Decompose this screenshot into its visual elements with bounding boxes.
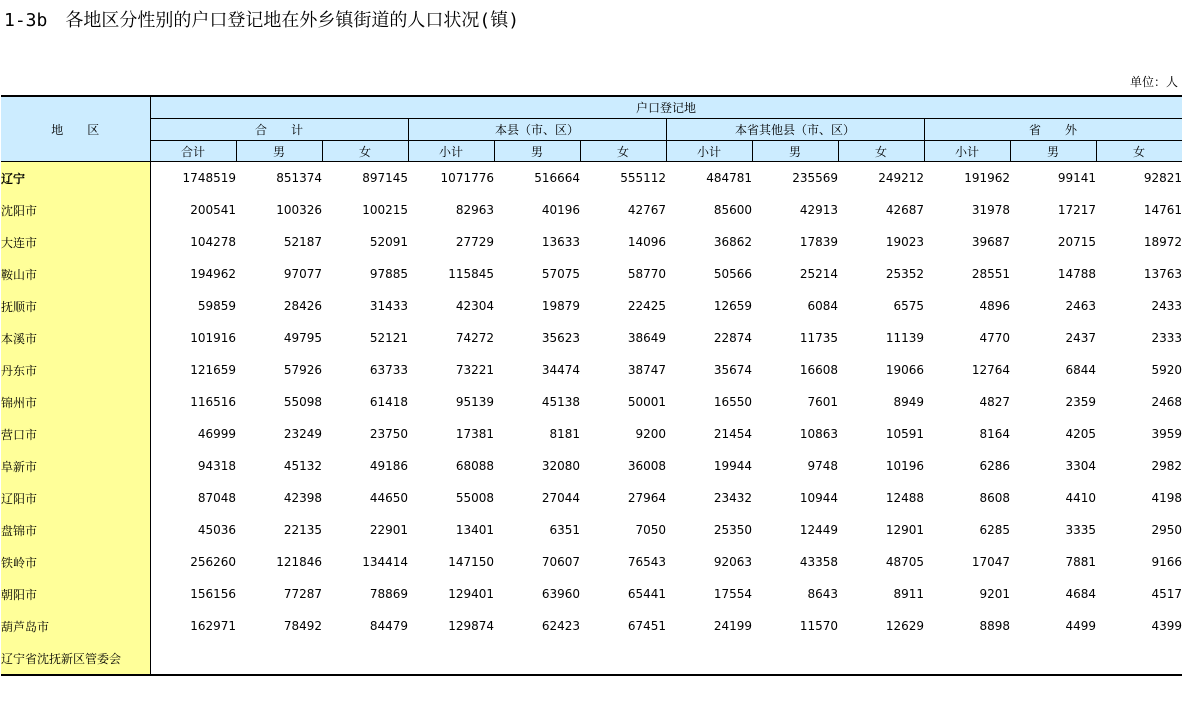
value-cell: 87048 bbox=[197, 491, 236, 505]
value-cell: 42767 bbox=[627, 203, 666, 217]
value-cell: 17554 bbox=[713, 587, 752, 601]
value-cell: 851374 bbox=[276, 171, 322, 185]
value-cell bbox=[236, 642, 322, 675]
value-cell: 55098 bbox=[283, 395, 322, 409]
value-cell: 12449 bbox=[799, 523, 838, 537]
value-cell: 129401 bbox=[448, 587, 494, 601]
value-cell: 22901 bbox=[369, 523, 408, 537]
value-cell: 1748519 bbox=[182, 171, 236, 185]
table-row bbox=[1, 194, 1182, 226]
value-cell: 78869 bbox=[369, 587, 408, 601]
subcol-header: 合计 bbox=[150, 141, 236, 162]
value-cell: 897145 bbox=[362, 171, 408, 185]
value-cell: 4399 bbox=[1151, 619, 1182, 633]
value-cell: 100215 bbox=[362, 203, 408, 217]
value-cell: 32080 bbox=[541, 459, 580, 473]
value-cell: 38649 bbox=[627, 331, 666, 345]
value-cell: 21454 bbox=[713, 427, 752, 441]
region-name: 辽宁省沈抚新区管委会 bbox=[1, 642, 150, 675]
value-cell: 50001 bbox=[627, 395, 666, 409]
value-cell: 52187 bbox=[283, 235, 322, 249]
value-cell: 2463 bbox=[1065, 299, 1096, 313]
value-cell: 40196 bbox=[541, 203, 580, 217]
value-cell: 22135 bbox=[283, 523, 322, 537]
value-cell: 194962 bbox=[190, 267, 236, 281]
region-name: 辽宁 bbox=[1, 162, 150, 195]
subcol-header: 女 bbox=[1096, 141, 1182, 162]
value-cell: 62423 bbox=[541, 619, 580, 633]
value-cell: 12629 bbox=[885, 619, 924, 633]
region-name: 鞍山市 bbox=[1, 258, 150, 290]
value-cell: 44650 bbox=[369, 491, 408, 505]
subcol-header: 男 bbox=[236, 141, 322, 162]
value-cell: 13633 bbox=[541, 235, 580, 249]
table-body bbox=[1, 162, 1182, 676]
subcol-header: 男 bbox=[1010, 141, 1096, 162]
region-name: 葫芦岛市 bbox=[1, 610, 150, 642]
value-cell: 6285 bbox=[979, 523, 1010, 537]
value-cell: 16608 bbox=[799, 363, 838, 377]
value-cell: 49186 bbox=[369, 459, 408, 473]
value-cell: 12488 bbox=[885, 491, 924, 505]
region-name: 沈阳市 bbox=[1, 194, 150, 226]
region-name: 盘锦市 bbox=[1, 514, 150, 546]
value-cell: 2982 bbox=[1151, 459, 1182, 473]
value-cell: 4198 bbox=[1151, 491, 1182, 505]
value-cell: 63733 bbox=[369, 363, 408, 377]
value-cell: 6844 bbox=[1065, 363, 1096, 377]
value-cell bbox=[924, 642, 1010, 675]
group-header: 合 计 bbox=[150, 119, 408, 141]
value-cell: 28426 bbox=[283, 299, 322, 313]
value-cell: 17839 bbox=[799, 235, 838, 249]
value-cell: 12901 bbox=[885, 523, 924, 537]
value-cell: 97077 bbox=[283, 267, 322, 281]
region-name: 本溪市 bbox=[1, 322, 150, 354]
value-cell bbox=[1010, 642, 1096, 675]
value-cell: 46999 bbox=[197, 427, 236, 441]
value-cell: 2359 bbox=[1065, 395, 1096, 409]
value-cell: 6084 bbox=[807, 299, 838, 313]
value-cell: 156156 bbox=[190, 587, 236, 601]
value-cell: 14761 bbox=[1143, 203, 1182, 217]
subcol-header: 女 bbox=[322, 141, 408, 162]
value-cell: 82963 bbox=[455, 203, 494, 217]
value-cell: 2333 bbox=[1151, 331, 1182, 345]
group-header: 省 外 bbox=[924, 119, 1182, 141]
value-cell: 17381 bbox=[455, 427, 494, 441]
table-row bbox=[1, 546, 1182, 578]
subcol-header: 男 bbox=[494, 141, 580, 162]
value-cell: 4410 bbox=[1065, 491, 1096, 505]
region-name: 丹东市 bbox=[1, 354, 150, 386]
value-cell: 8608 bbox=[979, 491, 1010, 505]
value-cell: 162971 bbox=[190, 619, 236, 633]
value-cell: 7881 bbox=[1065, 555, 1096, 569]
value-cell: 101916 bbox=[190, 331, 236, 345]
value-cell: 43358 bbox=[799, 555, 838, 569]
table-row bbox=[1, 162, 1182, 195]
value-cell: 10196 bbox=[885, 459, 924, 473]
value-cell: 116516 bbox=[190, 395, 236, 409]
value-cell: 8898 bbox=[979, 619, 1010, 633]
value-cell: 3959 bbox=[1151, 427, 1182, 441]
registration-header: 户口登记地 bbox=[150, 96, 1182, 119]
value-cell: 57926 bbox=[283, 363, 322, 377]
value-cell: 13763 bbox=[1143, 267, 1182, 281]
value-cell: 8164 bbox=[979, 427, 1010, 441]
value-cell: 22874 bbox=[713, 331, 752, 345]
value-cell bbox=[150, 642, 236, 675]
table-row bbox=[1, 610, 1182, 642]
value-cell: 516664 bbox=[534, 171, 580, 185]
value-cell: 34474 bbox=[541, 363, 580, 377]
value-cell: 4205 bbox=[1065, 427, 1096, 441]
table-row bbox=[1, 450, 1182, 482]
table-row bbox=[1, 482, 1182, 514]
value-cell: 8949 bbox=[893, 395, 924, 409]
region-name: 阜新市 bbox=[1, 450, 150, 482]
value-cell: 42398 bbox=[283, 491, 322, 505]
value-cell: 2437 bbox=[1065, 331, 1096, 345]
subcol-header: 女 bbox=[580, 141, 666, 162]
value-cell: 28551 bbox=[971, 267, 1010, 281]
value-cell: 11735 bbox=[799, 331, 838, 345]
value-cell: 48705 bbox=[885, 555, 924, 569]
value-cell: 484781 bbox=[706, 171, 752, 185]
value-cell: 16550 bbox=[713, 395, 752, 409]
region-name: 辽阳市 bbox=[1, 482, 150, 514]
value-cell: 35674 bbox=[713, 363, 752, 377]
value-cell: 12659 bbox=[713, 299, 752, 313]
value-cell: 5920 bbox=[1151, 363, 1182, 377]
value-cell: 1071776 bbox=[440, 171, 494, 185]
value-cell: 19066 bbox=[885, 363, 924, 377]
value-cell: 200541 bbox=[190, 203, 236, 217]
value-cell: 57075 bbox=[541, 267, 580, 281]
value-cell: 27964 bbox=[627, 491, 666, 505]
value-cell: 25352 bbox=[885, 267, 924, 281]
region-name: 大连市 bbox=[1, 226, 150, 258]
value-cell: 6575 bbox=[893, 299, 924, 313]
value-cell: 256260 bbox=[190, 555, 236, 569]
value-cell: 65441 bbox=[627, 587, 666, 601]
value-cell: 45138 bbox=[541, 395, 580, 409]
value-cell: 11570 bbox=[799, 619, 838, 633]
subcol-header: 小计 bbox=[408, 141, 494, 162]
table-row bbox=[1, 642, 1182, 675]
value-cell: 10944 bbox=[799, 491, 838, 505]
value-cell: 10863 bbox=[799, 427, 838, 441]
value-cell: 99141 bbox=[1057, 171, 1096, 185]
value-cell: 235569 bbox=[792, 171, 838, 185]
value-cell bbox=[1096, 642, 1182, 675]
value-cell: 49795 bbox=[283, 331, 322, 345]
value-cell: 52121 bbox=[369, 331, 408, 345]
value-cell: 85600 bbox=[713, 203, 752, 217]
value-cell: 45132 bbox=[283, 459, 322, 473]
table-row bbox=[1, 578, 1182, 610]
value-cell: 2950 bbox=[1151, 523, 1182, 537]
value-cell: 6286 bbox=[979, 459, 1010, 473]
value-cell: 14788 bbox=[1057, 267, 1096, 281]
value-cell: 25350 bbox=[713, 523, 752, 537]
table-row bbox=[1, 290, 1182, 322]
value-cell: 27044 bbox=[541, 491, 580, 505]
value-cell: 97885 bbox=[369, 267, 408, 281]
subcol-header: 女 bbox=[838, 141, 924, 162]
value-cell: 8643 bbox=[807, 587, 838, 601]
value-cell: 17047 bbox=[971, 555, 1010, 569]
value-cell: 11139 bbox=[885, 331, 924, 345]
value-cell: 63960 bbox=[541, 587, 580, 601]
value-cell: 121659 bbox=[190, 363, 236, 377]
value-cell: 74272 bbox=[455, 331, 494, 345]
value-cell: 147150 bbox=[448, 555, 494, 569]
value-cell: 42304 bbox=[455, 299, 494, 313]
value-cell bbox=[408, 642, 494, 675]
value-cell: 3304 bbox=[1065, 459, 1096, 473]
value-cell: 61418 bbox=[369, 395, 408, 409]
value-cell: 22425 bbox=[627, 299, 666, 313]
table-row bbox=[1, 354, 1182, 386]
value-cell: 95139 bbox=[455, 395, 494, 409]
value-cell: 94318 bbox=[197, 459, 236, 473]
value-cell: 7050 bbox=[635, 523, 666, 537]
value-cell: 20715 bbox=[1057, 235, 1096, 249]
table-header bbox=[1, 96, 1182, 162]
region-name: 朝阳市 bbox=[1, 578, 150, 610]
value-cell: 191962 bbox=[964, 171, 1010, 185]
table-row bbox=[1, 258, 1182, 290]
value-cell: 10591 bbox=[885, 427, 924, 441]
value-cell: 9166 bbox=[1151, 555, 1182, 569]
region-name: 锦州市 bbox=[1, 386, 150, 418]
value-cell: 9748 bbox=[807, 459, 838, 473]
value-cell: 14096 bbox=[627, 235, 666, 249]
subcol-header: 小计 bbox=[666, 141, 752, 162]
value-cell: 38747 bbox=[627, 363, 666, 377]
region-name: 铁岭市 bbox=[1, 546, 150, 578]
table-row bbox=[1, 322, 1182, 354]
value-cell: 13401 bbox=[455, 523, 494, 537]
value-cell: 78492 bbox=[283, 619, 322, 633]
data-table bbox=[1, 95, 1182, 676]
value-cell: 36862 bbox=[713, 235, 752, 249]
value-cell: 4827 bbox=[979, 395, 1010, 409]
value-cell: 17217 bbox=[1057, 203, 1096, 217]
subcol-header: 小计 bbox=[924, 141, 1010, 162]
value-cell: 9201 bbox=[979, 587, 1010, 601]
value-cell: 19879 bbox=[541, 299, 580, 313]
region-header: 地 区 bbox=[1, 96, 150, 162]
table-title: 各地区分性别的户口登记地在外乡镇街道的人口状况(镇) bbox=[65, 10, 520, 31]
value-cell bbox=[322, 642, 408, 675]
value-cell: 24199 bbox=[713, 619, 752, 633]
value-cell: 70607 bbox=[541, 555, 580, 569]
value-cell: 4517 bbox=[1151, 587, 1182, 601]
value-cell: 23249 bbox=[283, 427, 322, 441]
value-cell: 25214 bbox=[799, 267, 838, 281]
page-title bbox=[4, 6, 519, 32]
value-cell: 100326 bbox=[276, 203, 322, 217]
value-cell bbox=[494, 642, 580, 675]
value-cell: 115845 bbox=[448, 267, 494, 281]
subcol-header: 男 bbox=[752, 141, 838, 162]
value-cell: 39687 bbox=[971, 235, 1010, 249]
value-cell: 42913 bbox=[799, 203, 838, 217]
value-cell: 23750 bbox=[369, 427, 408, 441]
value-cell bbox=[666, 642, 752, 675]
value-cell: 12764 bbox=[971, 363, 1010, 377]
value-cell: 73221 bbox=[455, 363, 494, 377]
value-cell: 55008 bbox=[455, 491, 494, 505]
value-cell: 8181 bbox=[549, 427, 580, 441]
value-cell: 18972 bbox=[1143, 235, 1182, 249]
value-cell: 104278 bbox=[190, 235, 236, 249]
value-cell: 4499 bbox=[1065, 619, 1096, 633]
value-cell: 59859 bbox=[197, 299, 236, 313]
value-cell: 6351 bbox=[549, 523, 580, 537]
value-cell: 121846 bbox=[276, 555, 322, 569]
value-cell: 52091 bbox=[369, 235, 408, 249]
value-cell: 92063 bbox=[713, 555, 752, 569]
value-cell: 42687 bbox=[885, 203, 924, 217]
value-cell: 77287 bbox=[283, 587, 322, 601]
value-cell: 23432 bbox=[713, 491, 752, 505]
value-cell: 19944 bbox=[713, 459, 752, 473]
group-header: 本县（市、区） bbox=[408, 119, 666, 141]
value-cell: 2433 bbox=[1151, 299, 1182, 313]
table-row bbox=[1, 418, 1182, 450]
value-cell: 129874 bbox=[448, 619, 494, 633]
value-cell: 84479 bbox=[369, 619, 408, 633]
group-header: 本省其他县（市、区） bbox=[666, 119, 924, 141]
value-cell: 58770 bbox=[627, 267, 666, 281]
region-name: 抚顺市 bbox=[1, 290, 150, 322]
value-cell: 92821 bbox=[1143, 171, 1182, 185]
value-cell: 31433 bbox=[369, 299, 408, 313]
value-cell: 67451 bbox=[627, 619, 666, 633]
table-row bbox=[1, 386, 1182, 418]
value-cell: 45036 bbox=[197, 523, 236, 537]
value-cell: 31978 bbox=[971, 203, 1010, 217]
value-cell: 4770 bbox=[979, 331, 1010, 345]
value-cell: 35623 bbox=[541, 331, 580, 345]
region-name: 营口市 bbox=[1, 418, 150, 450]
value-cell bbox=[752, 642, 838, 675]
value-cell: 36008 bbox=[627, 459, 666, 473]
value-cell: 3335 bbox=[1065, 523, 1096, 537]
unit-label: 单位：人 bbox=[1129, 75, 1178, 89]
value-cell bbox=[838, 642, 924, 675]
value-cell bbox=[580, 642, 666, 675]
value-cell: 50566 bbox=[713, 267, 752, 281]
value-cell: 2468 bbox=[1151, 395, 1182, 409]
value-cell: 134414 bbox=[362, 555, 408, 569]
table-row bbox=[1, 226, 1182, 258]
value-cell: 76543 bbox=[627, 555, 666, 569]
value-cell: 249212 bbox=[878, 171, 924, 185]
value-cell: 555112 bbox=[620, 171, 666, 185]
value-cell: 27729 bbox=[455, 235, 494, 249]
value-cell: 4896 bbox=[979, 299, 1010, 313]
value-cell: 68088 bbox=[455, 459, 494, 473]
table-row bbox=[1, 514, 1182, 546]
value-cell: 4684 bbox=[1065, 587, 1096, 601]
value-cell: 9200 bbox=[635, 427, 666, 441]
table-code: 1-3b bbox=[4, 10, 48, 31]
value-cell: 19023 bbox=[885, 235, 924, 249]
value-cell: 7601 bbox=[807, 395, 838, 409]
value-cell: 8911 bbox=[893, 587, 924, 601]
